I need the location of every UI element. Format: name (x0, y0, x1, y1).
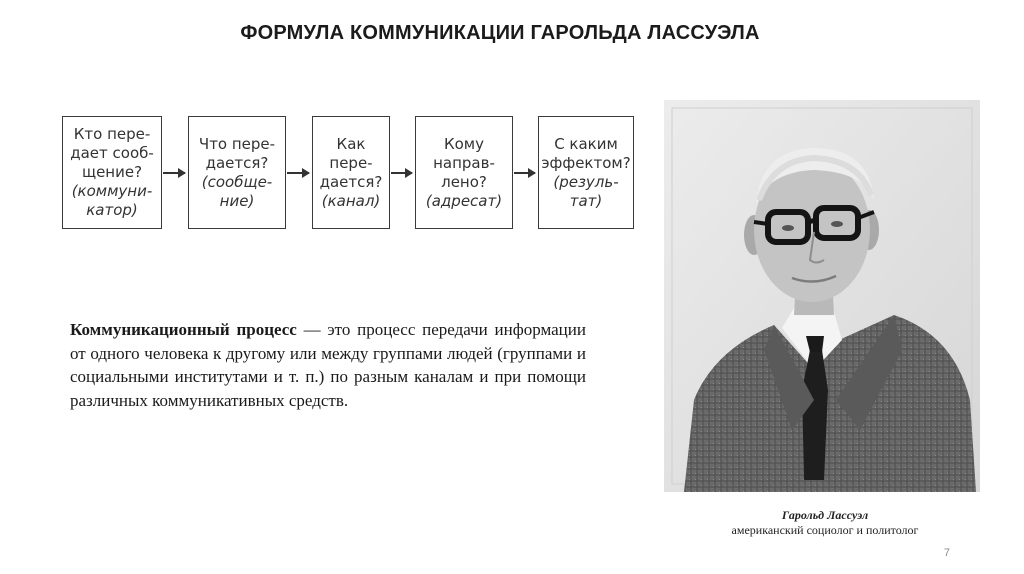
flow-text: лено? (441, 172, 487, 191)
page-number: 7 (943, 547, 950, 559)
flow-italic-text: тат) (569, 191, 603, 210)
flow-text: щение? (81, 163, 143, 181)
slide-title: ФОРМУЛА КОММУНИКАЦИИ ГАРОЛЬДА ЛАССУЭЛА (240, 22, 760, 44)
flow-text: направ- (433, 153, 495, 172)
definition-text: — это процесс передачи информации от одного человека к другому или между группами людей (группами и социальными институтами и т. п.) по разным каналам и при помощи различных коммуникативных средств. (70, 320, 586, 410)
flow-italic-text: катор) (86, 201, 138, 219)
portrait-photo (664, 100, 980, 492)
flow-italic-text: (адресат) (425, 191, 503, 210)
flow-italic-text: (канал) (321, 191, 381, 210)
flow-text: пере- (329, 153, 373, 172)
definition-paragraph (70, 318, 586, 412)
arrow-right-icon (391, 172, 412, 174)
arrow-right-icon (163, 172, 185, 174)
flow-text: Кто пере- (73, 125, 151, 143)
flow-text: дается? (319, 172, 383, 191)
flow-box-channel (312, 116, 390, 229)
lasswell-formula-diagram (62, 116, 634, 231)
flow-italic-text: (сообще- (201, 172, 273, 191)
flow-box-message (188, 116, 286, 229)
flow-text: Как (336, 134, 366, 153)
caption-name: Гарольд Лассуэл (781, 508, 869, 522)
flow-italic-text: (резуль- (553, 172, 619, 191)
flow-text: дает сооб- (70, 144, 154, 162)
flow-box-effect (538, 116, 634, 229)
photo-caption (700, 508, 950, 538)
arrow-right-icon (514, 172, 535, 174)
definition-term: Коммуникационный процесс (70, 320, 297, 339)
arrow-right-icon (287, 172, 309, 174)
flow-italic-text: ние) (219, 191, 255, 210)
flow-text: дается? (205, 153, 269, 172)
caption-role: американский социолог и политолог (731, 523, 919, 537)
flow-text: С каким (554, 134, 618, 153)
flow-text: Кому (443, 134, 485, 153)
flow-box-communicator (62, 116, 162, 229)
flow-text: эффектом? (541, 153, 631, 172)
flow-italic-text: (коммуни- (71, 182, 153, 200)
flow-box-addressee (415, 116, 513, 229)
flow-text: Что пере- (198, 134, 276, 153)
